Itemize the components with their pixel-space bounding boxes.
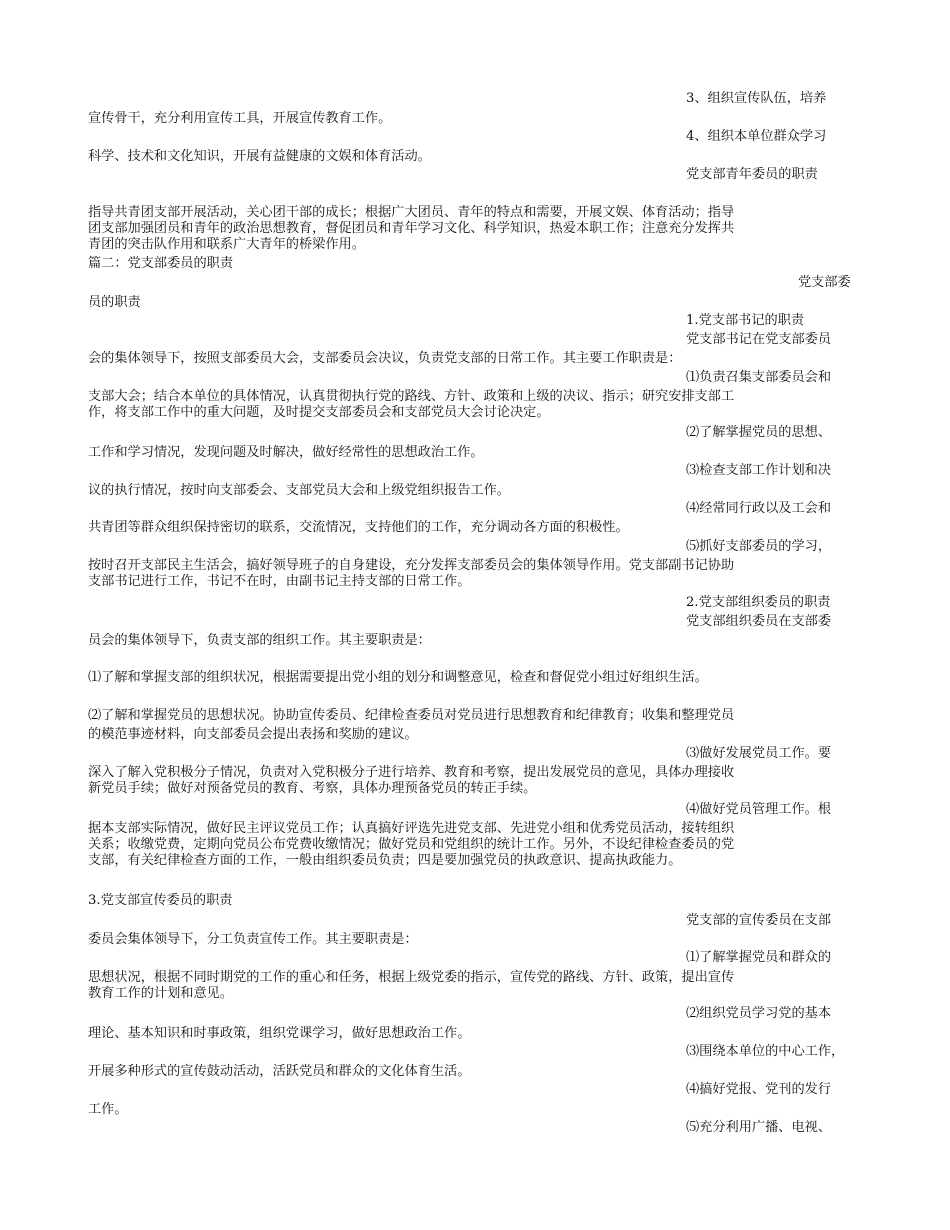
list-item-line: 关系；收缴党费，定期向党员公布党费收缴情况；做好党员和党组织的统计工作。另外，不设纪律检查委员的党 bbox=[88, 837, 735, 852]
list-item-start: ⑸抓好支部委员的学习， bbox=[686, 539, 832, 554]
paragraph-line: 指导共青团支部开展活动，关心团干部的成长；根据广大团员、青年的特点和需要，开展文娱、体育活动；指导 bbox=[88, 205, 735, 220]
list-item-start: ⑷做好党员管理工作。根 bbox=[686, 802, 832, 817]
list-item-start: ⑶做好发展党员工作。要 bbox=[686, 746, 832, 761]
paragraph-start: 党支部书记在党支部委员 bbox=[686, 332, 832, 347]
paragraph-line: 科学、技术和文化知识，开展有益健康的文娱和体育活动。 bbox=[88, 149, 431, 164]
list-item-line: 按时召开支部民主生活会，搞好领导班子的自身建设，充分发挥支部委员会的集体领导作用。党支部副书记协助 bbox=[88, 558, 735, 573]
list-item-line: 教育工作的计划和意见。 bbox=[88, 986, 234, 1001]
list-item-line: 思想状况，根据不同时期党的工作的重心和任务，根据上级党委的指示，宣传党的路线、方针、政策，提出宣传 bbox=[88, 970, 735, 985]
list-item-start: ⑵组织党员学习党的基本 bbox=[686, 1006, 832, 1021]
document-title-start: 党支部委 bbox=[798, 275, 851, 290]
list-item-line: 支部大会；结合本单位的具体情况，认真贯彻执行党的路线、方针、政策和上级的决议、指示；研究安排支部工 bbox=[88, 389, 735, 404]
section-heading: 党支部青年委员的职责 bbox=[686, 167, 818, 182]
list-item-line: 新党员手续；做好对预备党员的教育、考察，具体办理预备党员的转正手续。 bbox=[88, 781, 537, 796]
list-item-start: ⑶围绕本单位的中心工作， bbox=[686, 1044, 845, 1059]
list-item-line: 支部，有关纪律检查方面的工作，一般由组织委员负责；四是要加强党员的执政意识、提高执政能力。 bbox=[88, 853, 682, 868]
paragraph-line: 委员会集体领导下，分工负责宣传工作。其主要职责是： bbox=[88, 932, 418, 947]
list-item-line: 工作和学习情况，发现问题及时解决，做好经常性的思想政治工作。 bbox=[88, 445, 484, 460]
list-item-line: ⑴了解和掌握支部的组织状况，根据需要提出党小组的划分和调整意见，检查和督促党小组过好组织生活。 bbox=[88, 670, 708, 685]
section-heading: 1.党支部书记的职责 bbox=[686, 313, 805, 328]
part-heading: 篇二：党支部委员的职责 bbox=[88, 256, 234, 271]
paragraph-start: 党支部组织委员在支部委 bbox=[686, 614, 832, 629]
list-item-line: 共青团等群众组织保持密切的联系，交流情况，支持他们的工作，充分调动各方面的积极性。 bbox=[88, 520, 629, 535]
paragraph-start: 党支部的宣传委员在支部 bbox=[686, 913, 832, 928]
list-item-line: 开展多种形式的宣传鼓动活动，活跃党员和群众的文化体育生活。 bbox=[88, 1064, 471, 1079]
list-item-line: 据本支部实际情况，做好民主评议党员工作；认真搞好评选先进党支部、先进党小组和优秀党员活动，接转组织 bbox=[88, 821, 735, 836]
list-item-start: ⑵了解掌握党员的思想、 bbox=[686, 425, 832, 440]
list-item-start: ⑶检查支部工作计划和决 bbox=[686, 463, 832, 478]
document-title-cont: 员的职责 bbox=[88, 295, 141, 310]
list-item-line: ⑵了解和掌握党员的思想状况。协助宣传委员、纪律检查委员对党员进行思想教育和纪律教育；收集和整理党员 bbox=[88, 708, 735, 723]
paragraph-line: 团支部加强团员和青年的政治思想教育，督促团员和青年学习文化、科学知识，热爱本职工作；注意充分发挥共 bbox=[88, 221, 735, 236]
section-heading: 2.党支部组织委员的职责 bbox=[686, 595, 831, 610]
paragraph-line: 宣传骨干，充分利用宣传工具，开展宣传教育工作。 bbox=[88, 111, 392, 126]
list-item-line: 工作。 bbox=[88, 1102, 128, 1117]
list-item-line: 的模范事迹材料，向支部委员会提出表扬和奖励的建议。 bbox=[88, 727, 418, 742]
list-item-line: 深入了解入党积极分子情况，负责对入党积极分子进行培养、教育和考察，提出发展党员的意见，具体办理接收 bbox=[88, 765, 735, 780]
section-heading: 3.党支部宣传委员的职责 bbox=[88, 893, 233, 908]
list-item-start: ⑴负责召集支部委员会和 bbox=[686, 370, 832, 385]
list-item-start: ⑷搞好党报、党刊的发行 bbox=[686, 1082, 832, 1097]
list-item-start: ⑸充分利用广播、电视、 bbox=[686, 1120, 832, 1135]
paragraph-start: 4、组织本单位群众学习 bbox=[686, 129, 827, 144]
paragraph-start: 3、组织宣传队伍，培养 bbox=[686, 91, 827, 106]
paragraph-line: 员会的集体领导下，负责支部的组织工作。其主要职责是： bbox=[88, 633, 431, 648]
list-item-start: ⑴了解掌握党员和群众的 bbox=[686, 950, 832, 965]
list-item-line: 作，将支部工作中的重大问题，及时提交支部委员会和支部党员大会讨论决定。 bbox=[88, 405, 550, 420]
list-item-line: 议的执行情况，按时向支部委会、支部党员大会和上级党组织报告工作。 bbox=[88, 483, 510, 498]
list-item-start: ⑷经常同行政以及工会和 bbox=[686, 501, 832, 516]
paragraph-line: 青团的突击队作用和联系广大青年的桥梁作用。 bbox=[88, 237, 365, 252]
list-item-line: 支部书记进行工作，书记不在时，由副书记主持支部的日常工作。 bbox=[88, 574, 471, 589]
paragraph-line: 会的集体领导下，按照支部委员大会，支部委员会决议，负责党支部的日常工作。其主要工作职责是： bbox=[88, 351, 682, 366]
list-item-line: 理论、基本知识和时事政策，组织党课学习，做好思想政治工作。 bbox=[88, 1026, 471, 1041]
